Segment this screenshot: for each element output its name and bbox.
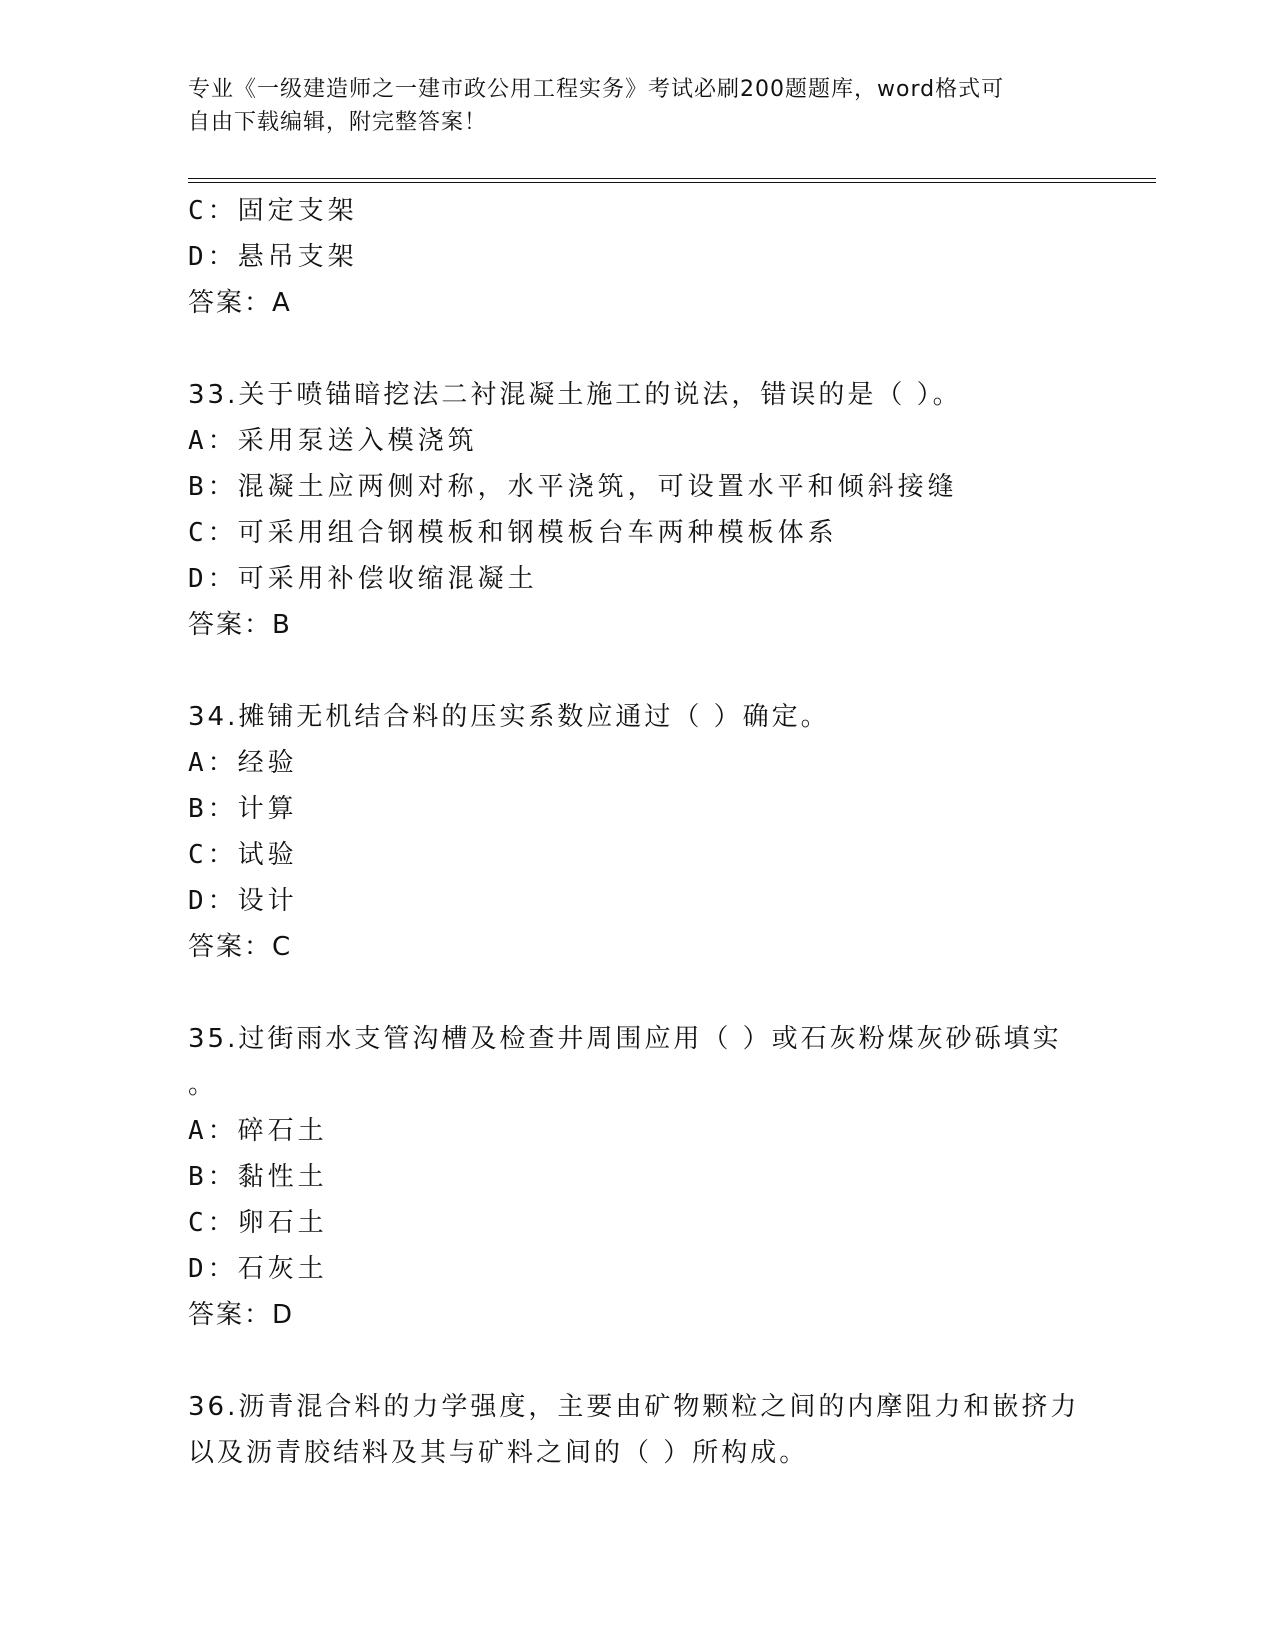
answer: 答案：A xyxy=(188,288,292,318)
answer: 答案：C xyxy=(188,932,293,962)
spacer xyxy=(188,326,1088,372)
option-a: A：碎石土 xyxy=(188,1116,328,1146)
header-line-2: 自由下载编辑，附完整答案！ xyxy=(188,110,488,135)
question-stem: 35.过街雨水支管沟槽及检查井周围应用（ ）或石灰粉煤灰砂砾填实 xyxy=(188,1024,1062,1054)
question-34 xyxy=(188,694,1088,970)
spacer xyxy=(188,648,1088,694)
option-b: B：计算 xyxy=(188,794,298,824)
question-36 xyxy=(188,1384,1088,1476)
header-divider-top xyxy=(188,178,1156,179)
question-stem: 33.关于喷锚暗挖法二衬混凝土施工的说法，错误的是（ ）。 xyxy=(188,380,962,410)
header-line-1: 专业《一级建造师之一建市政公用工程实务》考试必刷200题题库，word格式可 xyxy=(188,77,1005,102)
option-d: D：悬吊支架 xyxy=(188,242,358,272)
question-stem: 34.摊铺无机结合料的压实系数应通过（ ）确定。 xyxy=(188,702,830,732)
option-d: D：石灰土 xyxy=(188,1254,328,1284)
option-b: B：混凝土应两侧对称，水平浇筑，可设置水平和倾斜接缝 xyxy=(188,472,958,502)
option-d: D：设计 xyxy=(188,886,298,916)
option-c: C：可采用组合钢模板和钢模板台车两种模板体系 xyxy=(188,518,838,548)
question-33 xyxy=(188,372,1088,648)
option-c: C：固定支架 xyxy=(188,196,358,226)
answer: 答案：D xyxy=(188,1300,295,1330)
question-list xyxy=(188,188,1088,1476)
header-divider-bottom xyxy=(188,182,1156,183)
question-stem-line-2: 以及沥青胶结料及其与矿料之间的（ ）所构成。 xyxy=(188,1438,809,1468)
answer: 答案：B xyxy=(188,610,292,640)
question-35 xyxy=(188,1016,1088,1338)
question-stem-line-1: 36.沥青混合料的力学强度，主要由矿物颗粒之间的内摩阻力和嵌挤力 xyxy=(188,1392,1080,1422)
option-a: A：经验 xyxy=(188,748,298,778)
spacer xyxy=(188,970,1088,1016)
option-d: D：可采用补偿收缩混凝土 xyxy=(188,564,538,594)
option-a: A：采用泵送入模浇筑 xyxy=(188,426,478,456)
document-header xyxy=(188,73,1088,139)
question-32-tail xyxy=(188,188,1088,326)
spacer xyxy=(188,1338,1088,1384)
option-c: C：卵石土 xyxy=(188,1208,328,1238)
option-c: C：试验 xyxy=(188,840,298,870)
question-stem-tail: 。 xyxy=(188,1070,215,1100)
option-b: B：黏性土 xyxy=(188,1162,328,1192)
